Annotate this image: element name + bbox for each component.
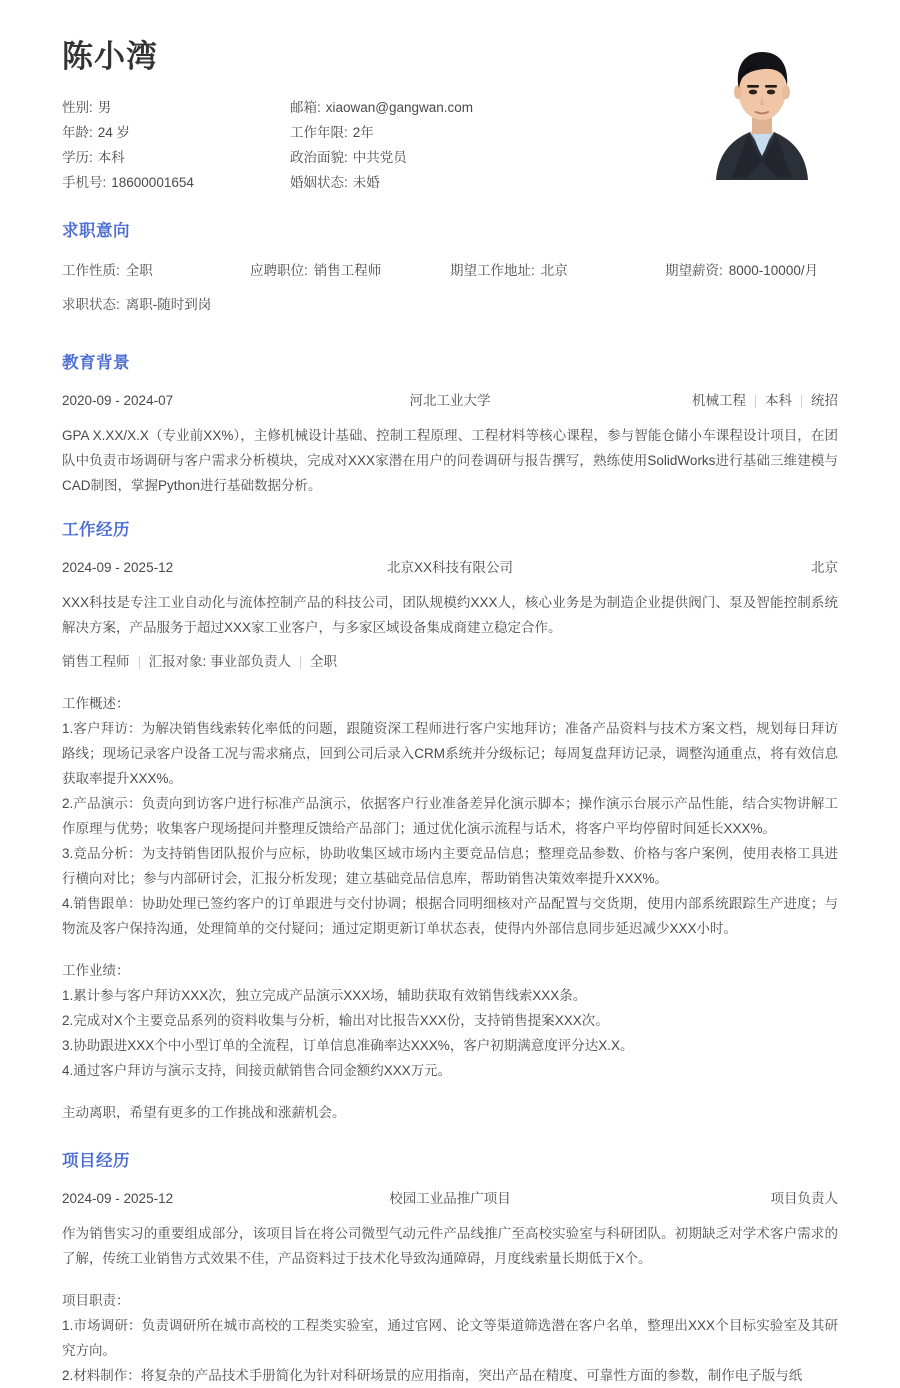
list-item: 2.材料制作：将复杂的产品技术手册简化为针对科研场景的应用指南，突出产品在精度、可靠性方面的参数，制作电子版与纸 — [62, 1368, 803, 1384]
info-phone-value: 18600001654 — [111, 175, 194, 191]
intention-position-label: 应聘职位: — [250, 263, 308, 279]
intention-location — [450, 257, 665, 285]
project-duty-heading: 项目职责： — [62, 1293, 130, 1309]
education-entry-header — [62, 389, 838, 413]
list-item: 1.累计参与客户拜访XXX次，独立完成产品演示XXX场，辅助获取有效销售线索XXX条。 — [62, 988, 587, 1004]
list-item: 2.完成对X个主要竞品系列的资料收集与分析，输出对比报告XXX份，支持销售提案XXX次。 — [62, 1013, 609, 1029]
intention-position-value: 销售工程师 — [313, 263, 382, 279]
info-marital-status — [290, 170, 682, 195]
info-gender-label: 性别: — [62, 100, 93, 116]
intention-location-label: 期望工作地址: — [450, 263, 535, 279]
section-title-job-intention: 求职意向 — [62, 222, 130, 241]
spacer — [62, 1083, 838, 1100]
list-item: 3.协助跟进XXX个中小型订单的全流程，订单信息准确率达XXX%，客户初期满意度评分达X.X。 — [62, 1038, 634, 1054]
intention-salary-value: 8000-10000/月 — [728, 263, 819, 279]
project-intro: 作为销售实习的重要组成部分，该项目旨在将公司微型气动元件产品线推广至高校实验室与科研团队。初期缺乏对学术客户需求的了解，传统工业销售方式效果不佳，产品资料过于技术化导致沟通障碍，月度线索量长期低于X个。 — [62, 1226, 838, 1267]
intention-salary — [665, 257, 818, 285]
resume-header — [62, 0, 838, 195]
info-experience-years — [290, 120, 682, 145]
education-tags — [538, 389, 838, 413]
info-age — [62, 120, 290, 145]
education-tag-major: 机械工程 — [692, 393, 746, 409]
info-degree-value: 本科 — [97, 150, 125, 166]
work-role-title: 销售工程师 — [62, 654, 130, 670]
list-item: 1.市场调研：负责调研所在城市高校的工程类实验室，通过官网、论文等渠道筛选潜在客户名单，整理出XXX个目标实验室及其研究方向。 — [62, 1318, 838, 1359]
list-item: 1.客户拜访：为解决销售线索转化率低的问题，跟随资深工程师进行客户实地拜访；准备产品资料与技术方案文档，规划每日拜访路线；现场记录客户设备工况与需求痛点，回到公司后录入CRM系统并分级标记；每周复盘拜访记录，调整沟通重点，将有效信息获取率提升XXX%。 — [62, 721, 838, 787]
section-title-work-experience: 工作经历 — [62, 521, 130, 540]
info-email — [290, 95, 682, 120]
work-role-tag-list — [62, 650, 337, 674]
work-company-intro: XXX科技是专注工业自动化与流体控制产品的科技公司，团队规模约XXX人，核心业务是为制造企业提供阀门、泵及智能控制系统解决方案，产品服务于超过XXX家工业客户，与多家区域设备集成商建立稳定合作。 — [62, 595, 838, 636]
intention-salary-label: 期望薪资: — [665, 263, 723, 279]
section-title-project-experience: 项目经历 — [62, 1152, 130, 1171]
info-age-value: 24 岁 — [97, 125, 131, 141]
info-political-status-value: 中共党员 — [352, 150, 407, 166]
work-leave-reason: 主动离职，希望有更多的工作挑战和涨薪机会。 — [62, 1105, 346, 1121]
info-degree-label: 学历: — [62, 150, 93, 166]
work-report-to: 汇报对象: 事业部负责人 — [148, 654, 292, 670]
education-tag-admission: 统招 — [811, 393, 838, 409]
list-item: 3.竞品分析：为支持销售团队报价与应标，协助收集区域市场内主要竞品信息；整理竞品参数、价格与客户案例，使用表格工具进行横向对比；参与内部研讨会，汇报分析发现；建立基础竞品信息库，帮助销售决策效率提升XXX%。 — [62, 846, 838, 887]
intention-row-2 — [62, 285, 838, 325]
section-education — [62, 349, 838, 498]
info-gender-value: 男 — [97, 100, 112, 116]
project-name: 校园工业品推广项目 — [389, 1191, 511, 1207]
work-achievement-list — [62, 983, 838, 1083]
work-achievement-heading: 工作业绩： — [62, 963, 130, 979]
spacer — [62, 674, 838, 691]
spacer — [62, 941, 838, 958]
info-experience-years-label: 工作年限: — [290, 125, 348, 141]
intention-position — [250, 257, 450, 285]
work-entry-header — [62, 556, 838, 580]
section-work-experience — [62, 516, 838, 1125]
intention-status-label: 求职状态: — [62, 297, 120, 313]
info-age-label: 年龄: — [62, 125, 93, 141]
intention-job-type-label: 工作性质: — [62, 263, 120, 279]
info-phone-label: 手机号: — [62, 175, 107, 191]
spacer — [62, 1271, 838, 1288]
intention-location-value: 北京 — [540, 263, 568, 279]
info-experience-years-value: 2年 — [352, 125, 374, 141]
work-company: 北京XX科技有限公司 — [386, 560, 513, 576]
list-item: 2.产品演示：负责向到访客户进行标准产品演示，依据客户行业准备差异化演示脚本；操作演示台展示产品性能，结合实物讲解工作原理与优势；收集客户现场提问并整理反馈给产品部门；通过优化演示流程与话术，将客户平均停留时间延长XXX%。 — [62, 796, 838, 837]
education-tag-list — [692, 389, 838, 413]
page-title: 陈小湾 — [62, 39, 158, 74]
work-employment-type: 全职 — [310, 654, 338, 670]
education-date: 2020-09 - 2024-07 — [62, 393, 174, 409]
info-political-status — [290, 145, 682, 170]
education-tag-degree: 本科 — [765, 393, 792, 409]
info-phone — [62, 170, 290, 195]
avatar — [702, 28, 822, 180]
list-item: 4.通过客户拜访与演示支持，间接贡献销售合同金额约XXX万元。 — [62, 1063, 452, 1079]
info-marital-status-value: 未婚 — [352, 175, 380, 191]
intention-job-type — [62, 257, 250, 285]
education-description: GPA X.XX/X.X（专业前XX%），主修机械设计基础、控制工程原理、工程材料等核心课程，参与智能仓储小车课程设计项目，在团队中负责市场调研与客户需求分析模块，完成对XXX家潜在用户的问卷调研与报告撰写，熟练使用SolidWorks进行基础三维建模与CAD制图，掌握Python进行基础数据分析。 — [62, 428, 838, 494]
section-project-experience — [62, 1147, 838, 1388]
info-marital-status-label: 婚姻状态: — [290, 175, 348, 191]
intention-job-type-value: 全职 — [125, 263, 153, 279]
info-political-status-label: 政治面貌: — [290, 150, 348, 166]
section-job-intention — [62, 217, 838, 325]
work-role-tags — [62, 650, 838, 674]
work-date: 2024-09 - 2025-12 — [62, 560, 174, 576]
project-entry-header — [62, 1187, 838, 1211]
intention-row-1 — [62, 257, 838, 285]
work-duty-heading: 工作概述： — [62, 696, 130, 712]
project-duty-list — [62, 1313, 838, 1388]
work-location: 北京 — [811, 560, 838, 576]
list-item: 4.销售跟单：协助处理已签约客户的订单跟进与交付协调；根据合同明细核对产品配置与交货期，使用内部系统跟踪生产进度；与物流及客户保持沟通，处理简单的交付疑问；通过定期更新订单状态表，使得内外部信息同步延迟减少XXX小时。 — [62, 896, 838, 937]
info-gender — [62, 95, 290, 120]
project-date: 2024-09 - 2025-12 — [62, 1191, 174, 1207]
info-email-value: xiaowan@gangwan.com — [325, 100, 474, 116]
section-title-education: 教育背景 — [62, 354, 130, 373]
info-email-label: 邮箱: — [290, 100, 321, 116]
intention-status-value: 离职-随时到岗 — [125, 297, 212, 313]
education-school: 河北工业大学 — [409, 393, 491, 409]
personal-info-grid — [62, 95, 682, 195]
work-duty-list — [62, 716, 838, 941]
project-role: 项目负责人 — [770, 1191, 838, 1207]
intention-status — [62, 285, 250, 325]
info-degree — [62, 145, 290, 170]
